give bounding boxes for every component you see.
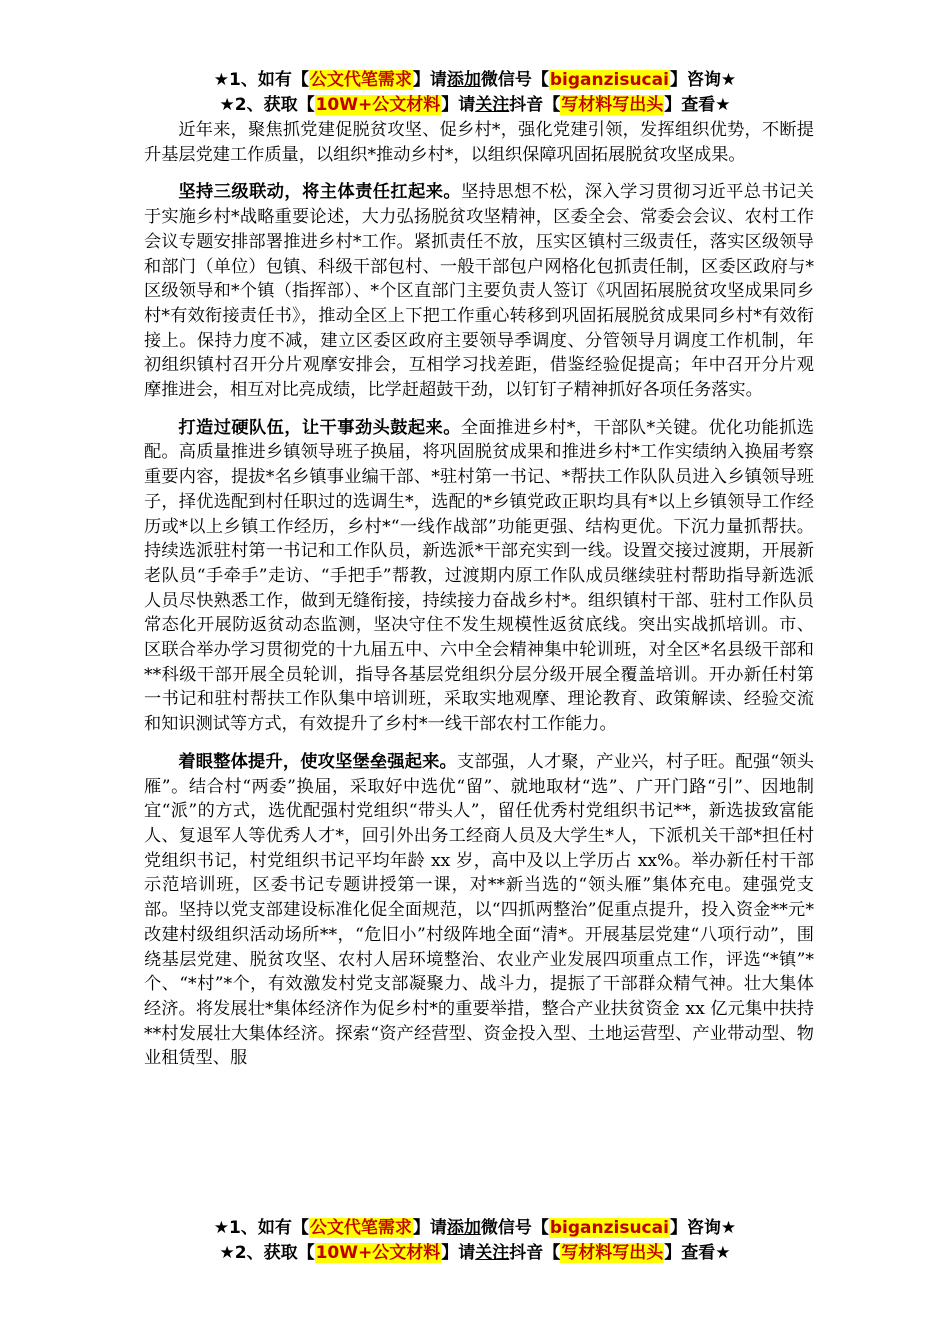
banner-highlight: 10W+公文材料 (315, 1243, 441, 1263)
paragraph-heading: 打造过硬队伍，让干事劲头鼓起来。 (178, 417, 461, 438)
paragraph-intro (144, 118, 814, 167)
banner-underline: 关注 (475, 95, 510, 115)
banner-highlight: 公文代笔需求 (309, 1218, 412, 1238)
paragraph-heading: 坚持三级联动，将主体责任扛起来。 (178, 182, 462, 203)
banner-line-2 (0, 1241, 950, 1266)
banner-text: ★2、获取【 (219, 95, 315, 115)
banner-text: ★2、获取【 (219, 1243, 315, 1263)
banner-text: 】查看★ (664, 95, 731, 115)
banner-text: 微信号【 (480, 1218, 549, 1238)
banner-underline: 添加 (446, 70, 481, 90)
banner-highlight: 写材料写出头 (561, 1243, 664, 1263)
banner-underline: 添加 (446, 1218, 481, 1238)
banner-highlight: biganzisucai (549, 70, 669, 90)
banner-text: 抖音【 (509, 1243, 561, 1263)
banner-highlight: 公文代笔需求 (309, 70, 412, 90)
paragraph-text: 全面推进乡村*，干部队*关键。优化功能抓选配。高质量推进乡镇领导班子换届，将巩固脱贫成果和推进乡村*工作实绩纳入换届考察重要内容，提拔*名乡镇事业编干部、*驻村第一书记、*帮扶工作队队员进入乡镇领导班子，择优选配到村任职过的选调生*，选配的*乡镇党政正职均具有*以上乡镇领导工作经历或*以上乡镇工作经历，乡村*“一线作战部”功能更强、结构更优。下沉力量抓帮扶。持续选派驻村第一书记和工作队员，新选派*干部充实到一线。设置交接过渡期，开展新老队员“手牵手”走访、“手把手”帮教，过渡期内原工作队成员继续驻村帮助指导新选派人员尽快熟悉工作，做到无缝衔接，持续接力奋战乡村*。组织镇村干部、驻村工作队员常态化开展防返贫动态监测，坚决守住不发生规模性返贫底线。突出实战抓培训。市、区联合举办学习贯彻党的十九届五中、六中全会精神集中轮训班，对全区*名县级干部和**科级干部开展全员轮训，指导各基层党组织分层分级开展全覆盖培训。开办新任村第一书记和驻村帮扶工作队集中培训班，采取实地观摩、理论教育、政策解读、经验交流和知识测试等方式，有效提升了乡村*一线干部农村工作能力。 (144, 417, 814, 735)
top-banner (0, 68, 950, 118)
banner-text: ★1、如有【 (213, 70, 309, 90)
document-body (144, 118, 814, 1084)
banner-text: 】请 (441, 1243, 476, 1263)
banner-text: 】咨询★ (669, 70, 737, 90)
banner-highlight: biganzisucai (549, 1218, 669, 1238)
paragraph-1 (144, 180, 814, 402)
paragraph-2 (144, 416, 814, 737)
banner-text: 】请 (412, 70, 447, 90)
bottom-banner (0, 1216, 950, 1266)
banner-highlight: 10W+公文材料 (315, 95, 441, 115)
paragraph-text: 支部强，人才聚，产业兴，村子旺。配强“领头雁”。结合村“两委”换届，采取好中选优“留”、就地取材“选”、广开门路“引”、因地制宜“派”的方式，选优配强村党组织“带头人”，留任优秀村党组织书记**，新选拔致富能人、复退军人等优秀人才*，回引外出务工经商人员及大学生*人，下派机关干部*担任村党组织书记，村党组织书记平均年龄 xx 岁，高中及以上学历占 xx%。举办新任村干部示范培训班，区委书记专题讲授第一课，对**新当选的“领头雁”集体充电。建强党支部。坚持以党支部建设标准化促全面规范，以“四抓两整治”促重点提升，投入资金**元*改建村级组织活动场所**，“危旧小”村级阵地全面“清*。开展基层党建“八项行动”，围绕基层党建、脱贫攻坚、农村人居环境整治、农业产业发展四项重点工作，评选“*镇”*个、“*村”*个，有效激发村党支部凝聚力、战斗力，提振了干部群众精气神。壮大集体经济。将发展壮*集体经济作为促乡村*的重要举措，整合产业扶贫资金 xx 亿元集中扶持**村发展壮大集体经济。探索“资产经营型、资金投入型、土地运营型、产业带动型、物业租赁型、服 (144, 751, 814, 1069)
paragraph-heading: 着眼整体提升，使攻坚堡垒强起来。 (178, 751, 457, 772)
paragraph-text: 近年来，聚焦抓党建促脱贫攻坚、促乡村*，强化党建引领，发挥组织优势，不断提升基层党建工作质量，以组织*推动乡村*，以组织保障巩固拓展脱贫攻坚成果。 (144, 120, 814, 165)
banner-line-2 (0, 93, 950, 118)
banner-text: 微信号【 (480, 70, 549, 90)
banner-highlight: 写材料写出头 (561, 95, 664, 115)
paragraph-3 (144, 750, 814, 1071)
banner-text: 】请 (412, 1218, 447, 1238)
banner-text: 】咨询★ (669, 1218, 737, 1238)
banner-text: 】请 (441, 95, 476, 115)
paragraph-text: 坚持思想不松，深入学习贯彻习近平总书记关于实施乡村*战略重要论述，大力弘扬脱贫攻坚精神，区委全会、常委会会议、农村工作会议专题安排部署推进乡村*工作。紧抓责任不放，压实区镇村三级责任，落实区级领导和部门（单位）包镇、科级干部包村、一般干部包户网格化包抓责任制，区委区政府与*区级领导和*个镇（指挥部）、*个区直部门主要负责人签订《巩固拓展脱贫攻坚成果同乡村*有效衔接责任书》，推动全区上下把工作重心转移到巩固拓展脱贫成果同乡村*有效衔接上。保持力度不减，建立区委区政府主要领导季调度、分管领导月调度工作机制，年初组织镇村召开分片观摩安排会，互相学习找差距，借鉴经验促提高；年中召开分片观摩推进会，相互对比亮成绩，比学赶超鼓干劲，以钉钉子精神抓好各项任务落实。 (144, 182, 814, 401)
banner-text: ★1、如有【 (213, 1218, 309, 1238)
banner-text: 】查看★ (664, 1243, 731, 1263)
banner-text: 抖音【 (509, 95, 561, 115)
banner-underline: 关注 (475, 1243, 510, 1263)
banner-line-1 (0, 68, 950, 93)
banner-line-1 (0, 1216, 950, 1241)
